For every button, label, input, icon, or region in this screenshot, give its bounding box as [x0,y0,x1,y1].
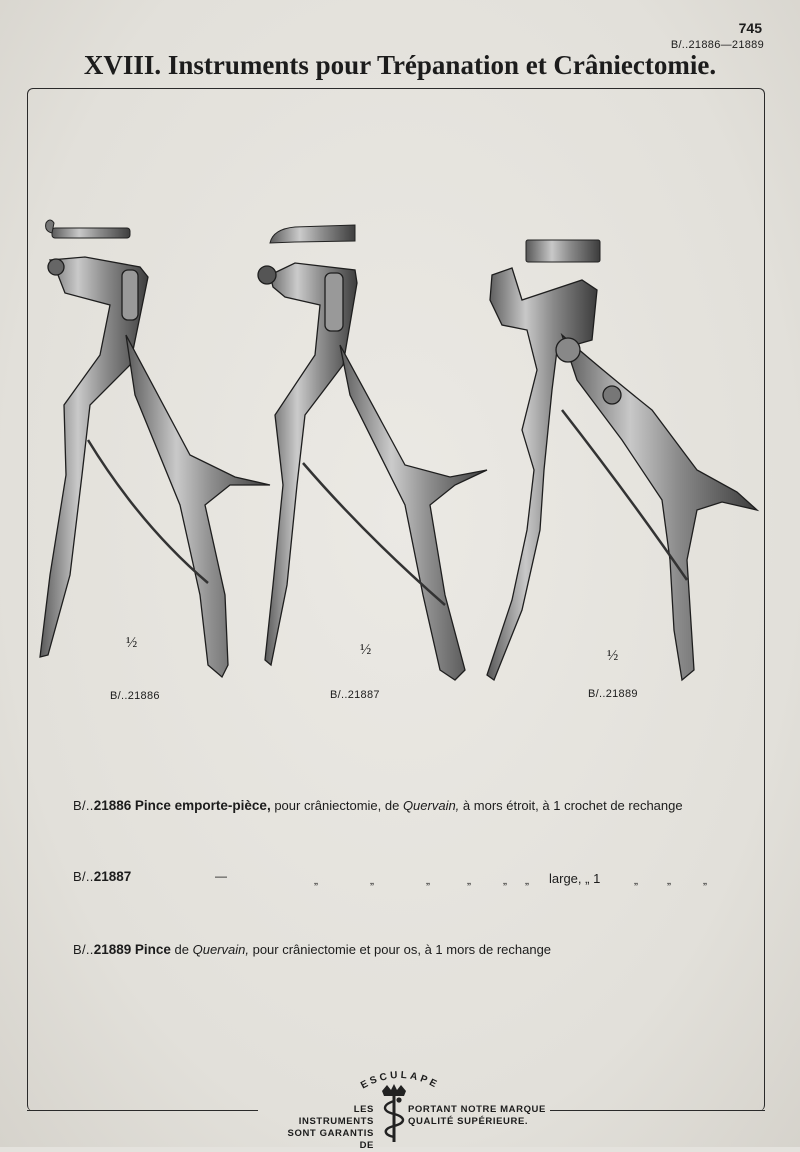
spare-hook-part [46,220,130,238]
guarantee-left-line-1: LES INSTRUMENTS [298,1104,374,1127]
spare-jaw-part [526,240,600,262]
figure-label-21889: B/..21889 [588,688,638,700]
ditto-mark: „ [634,873,638,887]
frame-bottom-left [27,1110,258,1111]
dash-ditto: — [215,869,227,883]
ditto-mark: „ [667,873,671,887]
description-text-a: de [170,942,193,957]
description-text-b: à mors étroit, à 1 crochet de rechange [459,798,683,813]
guarantee-text-right [408,1104,546,1128]
section-title: XVIII. Instruments pour Trépanation et Crâniectomie. [83,50,717,80]
page-number: 745 [738,20,762,36]
pincer-body [40,257,270,677]
instrument-21886-illustration [30,215,280,690]
scale-mark-21887: ½ [360,642,372,658]
ref-number: 21887 [93,869,132,884]
figure-label-21886: B/..21886 [110,690,160,702]
scale-mark-21889: ½ [607,648,619,664]
ref-prefix: B/.. [73,869,94,884]
caduceus-emblem-icon [377,1083,411,1145]
ditto-mark: „ [370,873,374,887]
description-21887 [73,869,131,884]
description-text-a: pour crâniectomie, de [270,798,403,813]
frame-bottom-right [550,1110,765,1111]
catalog-range: B/..21886—21889 [670,39,764,51]
ref-prefix: B/.. [73,798,94,813]
spare-jaw-part [270,225,355,243]
guarantee-right-line-1: PORTANT NOTRE MARQUE [408,1104,546,1115]
guarantee-text-left [276,1104,374,1152]
guarantee-left-line-2: SONT GARANTIS DE [287,1128,374,1151]
description-text-b: pour crâniectomie et pour os, à 1 mors de rechange [248,942,552,957]
scale-mark-21886: ½ [126,635,138,651]
ditto-mark: „ [467,873,471,887]
instrument-name: Pince [134,942,171,957]
instrument-21889-illustration [482,230,772,690]
ref-number: 21889 [93,942,132,957]
pincer-body [258,263,487,680]
instrument-name: Pince emporte-pièce, [134,798,271,813]
author-name: Quervain, [402,798,460,813]
description-21886 [73,798,683,813]
description-21889 [73,942,551,957]
brand-name: ESCULAPE [359,1069,441,1092]
ditto-mark: „ [525,873,529,887]
author-name: Quervain, [192,942,249,957]
ref-prefix: B/.. [73,942,94,957]
pincer-body [487,268,757,680]
ditto-mark: „ [314,873,318,887]
ditto-mark: „ [426,873,430,887]
ditto-mark: „ [503,873,507,887]
description-21887-text: large, „ 1 [549,871,601,886]
ref-number: 21886 [93,798,132,813]
guarantee-right-line-2: QUALITÉ SUPÉRIEURE. [408,1116,529,1127]
instrument-21887-illustration [255,215,505,690]
figure-label-21887: B/..21887 [330,689,380,701]
ditto-mark: „ [703,873,707,887]
